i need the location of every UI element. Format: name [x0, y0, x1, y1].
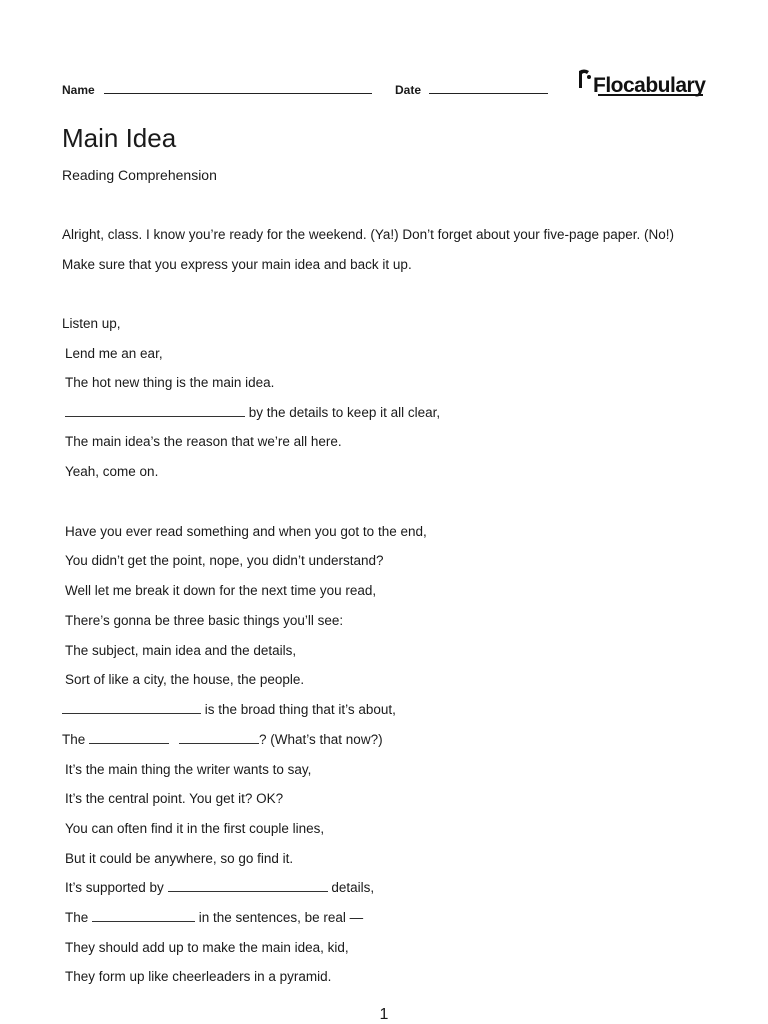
lyric-text: in the sentences, be real —	[195, 910, 364, 925]
flocabulary-logo	[576, 70, 705, 98]
lyric-line: There’s gonna be three basic things you’ll see:	[65, 613, 344, 628]
lyric-text: details,	[327, 880, 375, 895]
lyric-line: Listen up,	[62, 316, 121, 331]
fill-in-blank[interactable]	[89, 731, 169, 744]
lyric-line-with-blank	[62, 701, 396, 719]
fill-in-blank[interactable]	[168, 879, 328, 892]
fill-in-blank[interactable]	[179, 731, 259, 744]
lyric-line: The hot new thing is the main idea.	[65, 375, 275, 390]
lyric-text: The	[62, 732, 90, 747]
lyric-line: The main idea’s the reason that we’re all here.	[65, 434, 342, 449]
page-number: 1	[379, 1006, 389, 1023]
lyric-text: ? (What’s that now?)	[259, 732, 383, 747]
intro-line-2: Make sure that you express your main idea and back it up.	[62, 257, 412, 272]
worksheet-header	[62, 74, 712, 108]
lyric-line: Yeah, come on.	[65, 464, 159, 479]
lyric-line: It’s the central point. You get it? OK?	[65, 791, 284, 806]
page-subtitle: Reading Comprehension	[62, 167, 217, 183]
lyric-line: You can often find it in the first couple lines,	[65, 821, 325, 836]
lyric-line-with-blank	[65, 909, 363, 927]
page-title: Main Idea	[62, 123, 177, 153]
lyric-text: is the broad thing that it’s about,	[201, 702, 396, 717]
lyric-line-with-blank	[65, 404, 440, 422]
lyric-line: Lend me an ear,	[65, 346, 163, 361]
lyric-text: It’s supported by	[65, 880, 168, 895]
lyric-line: You didn’t get the point, nope, you didn’t understand?	[65, 553, 384, 568]
date-input-line[interactable]	[429, 93, 548, 94]
lyric-line: They should add up to make the main idea, kid,	[65, 940, 349, 955]
logo-text: Flocabulary	[593, 74, 706, 97]
lyric-text: The	[65, 910, 93, 925]
lyric-text: by the details to keep it all clear,	[245, 405, 441, 420]
name-input-line[interactable]	[104, 93, 372, 94]
intro-line-1: Alright, class. I know you’re ready for the weekend. (Ya!) Don’t forget about your five-page paper. (No!)	[62, 227, 675, 242]
name-label: Name	[62, 83, 95, 97]
lyric-line-with-blank	[62, 731, 383, 749]
lyric-line: Have you ever read something and when you got to the end,	[65, 524, 427, 539]
lyric-line: It’s the main thing the writer wants to say,	[65, 762, 312, 777]
logo-mark-icon	[576, 68, 592, 96]
lyric-line: They form up like cheerleaders in a pyramid.	[65, 969, 332, 984]
date-label: Date	[395, 83, 422, 97]
fill-in-blank[interactable]	[62, 701, 201, 714]
lyric-line: Well let me break it down for the next time you read,	[65, 583, 377, 598]
lyric-line-with-blank	[65, 879, 374, 897]
lyric-line: Sort of like a city, the house, the people.	[65, 672, 305, 687]
fill-in-blank[interactable]	[92, 909, 195, 922]
lyric-line: But it could be anywhere, so go find it.	[65, 851, 294, 866]
lyric-line: The subject, main idea and the details,	[65, 643, 297, 658]
fill-in-blank[interactable]	[65, 404, 245, 417]
